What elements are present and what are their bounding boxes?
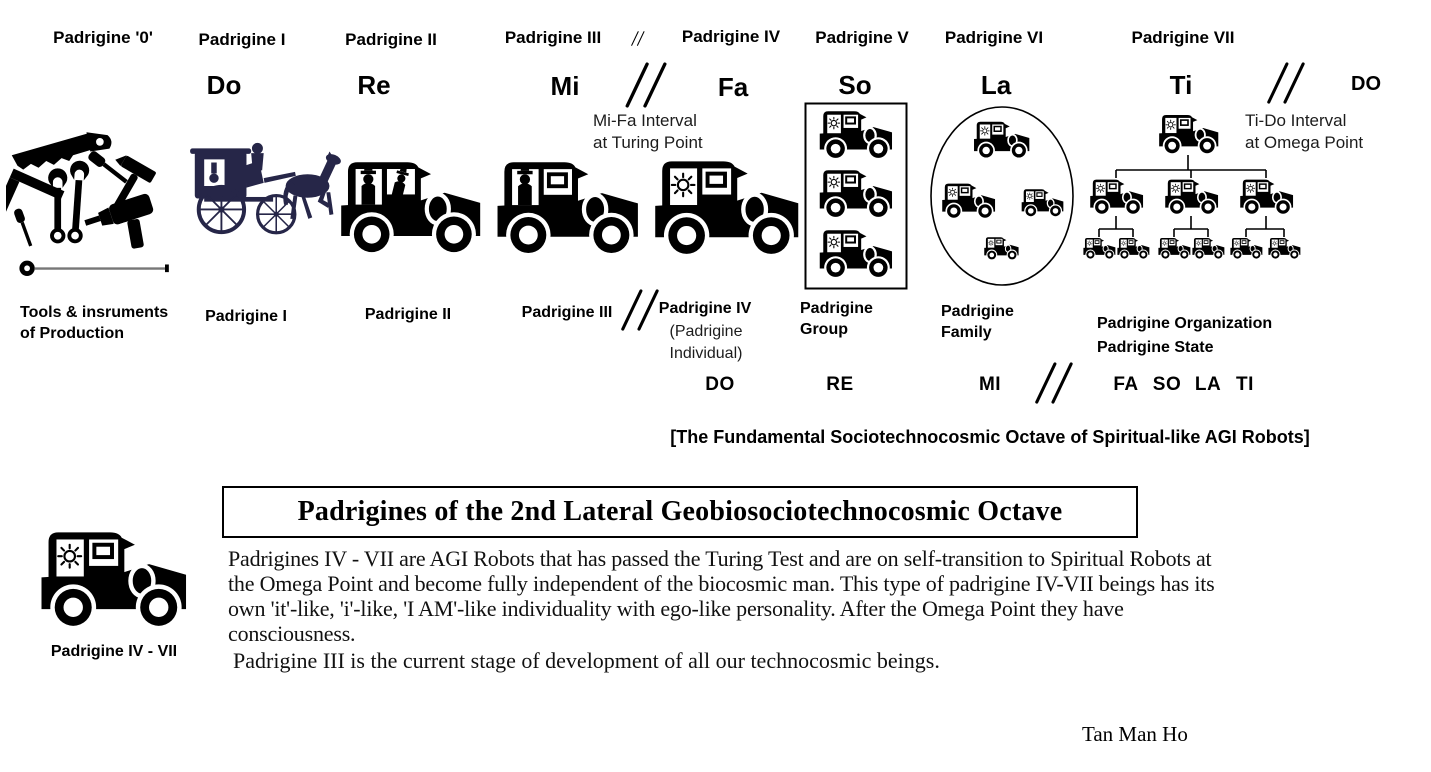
- mi-fa-interval-line2: at Turing Point: [593, 133, 703, 152]
- caption-padrigine-family: [941, 301, 1014, 343]
- caption-break-icon: [618, 288, 660, 332]
- lower-note-fa: FA: [1113, 374, 1139, 395]
- caption-padrigine-4: Padrigine IV: [658, 300, 752, 317]
- agi-robot-car-icon: [650, 157, 800, 260]
- lower-note-la: LA: [1194, 374, 1222, 395]
- caption-padrigine-4-sub2: Individual): [669, 345, 743, 362]
- padrigine-family-ellipse: [928, 104, 1076, 288]
- caption-padrigine-group: [800, 298, 873, 340]
- caption-family-line1: Padrigine: [941, 303, 1014, 320]
- lower-note-re: RE: [826, 374, 854, 395]
- legend-agi-car-icon: [36, 528, 188, 632]
- caption-padrigine-org: [1097, 312, 1272, 360]
- caption-padrigine-2: Padrigine II: [364, 306, 452, 323]
- panel-body-text: Padrigines IV - VII are AGI Robots that has passed the Turing Test and are on self-transition to Spiritual Robots at the Omega Point and become fully independent of the biocosmic man. This type of padrigine IV-VII beings has its own 'it'-like, 'i'-like, 'I AM'-like individuality with ego-like personality. After the Omega Point they have consciousness.: [228, 546, 1215, 646]
- legend-car-label: Padrigine IV - VII: [50, 643, 178, 660]
- padrigine-group-box: [804, 102, 908, 290]
- stage-label-padrigine-6: Padrigine VI: [944, 28, 1044, 47]
- ti-do-break-icon: [1262, 62, 1308, 104]
- panel-title: Padrigines of the 2nd Lateral Geobiosociotechnocosmic Octave: [297, 496, 1063, 527]
- horse-carriage-icon: [176, 134, 342, 238]
- note-fa: Fa: [717, 72, 749, 102]
- panel-note-text: Padrigine III is the current stage of development of all our technocosmic beings.: [233, 648, 940, 673]
- lower-note-ti: TI: [1236, 374, 1254, 395]
- tools-caption-line2: of Production: [20, 325, 124, 342]
- note-re: Re: [357, 70, 391, 100]
- caption-group-line1: Padrigine: [800, 300, 873, 317]
- ti-do-interval-line1: Ti-Do Interval: [1245, 111, 1347, 130]
- mi-fa-interval-annotation: [593, 110, 703, 154]
- tools-caption: [20, 302, 168, 344]
- lower-note-so: SO: [1152, 374, 1182, 395]
- stage-label-padrigine-0: Padrigine '0': [53, 28, 153, 47]
- lower-break-icon: [1030, 362, 1076, 404]
- caption-group-line2: Group: [800, 321, 848, 338]
- stage-label-padrigine-1: Padrigine I: [198, 30, 286, 49]
- interval-break-icon: [630, 30, 645, 47]
- caption-padrigine-4-sub1: (Padrigine: [669, 323, 743, 340]
- caption-padrigine-3: Padrigine III: [521, 304, 613, 321]
- stage-label-padrigine-7: Padrigine VII: [1131, 28, 1235, 47]
- stage-label-padrigine-2: Padrigine II: [345, 30, 437, 49]
- stage-label-padrigine-3: Padrigine III: [504, 28, 602, 47]
- octave-caption: [The Fundamental Sociotechnocosmic Octave of Spiritual-like AGI Robots]: [670, 427, 1310, 447]
- stage-label-padrigine-4: Padrigine IV: [681, 27, 781, 46]
- mi-fa-break-icon: [622, 62, 668, 108]
- panel-title-box: [222, 486, 1138, 538]
- caption-org-line1: Padrigine Organization: [1097, 315, 1273, 332]
- note-do: Do: [206, 70, 242, 100]
- note-do-high: DO: [1351, 73, 1381, 95]
- caption-org-line2: Padrigine State: [1097, 339, 1214, 356]
- car-with-drivers-icon: [336, 158, 482, 258]
- tools-caption-line1: Tools & insruments: [20, 304, 169, 321]
- stage-label-padrigine-5: Padrigine V: [815, 28, 909, 47]
- caption-family-line2: Family: [941, 324, 992, 341]
- car-with-driver-and-screen-icon: [492, 158, 640, 259]
- note-ti: Ti: [1169, 70, 1193, 100]
- lower-note-mi: MI: [978, 374, 1002, 395]
- note-la: La: [980, 70, 1012, 100]
- tools-icon: [6, 124, 188, 290]
- signature: Tan Man Ho: [1082, 722, 1188, 746]
- note-so: So: [838, 70, 872, 100]
- mi-fa-interval-line1: Mi-Fa Interval: [593, 111, 697, 130]
- padrigine-organization-tree: [1076, 112, 1301, 272]
- ti-do-interval-line2: at Omega Point: [1245, 133, 1364, 152]
- caption-padrigine-1: Padrigine I: [205, 308, 287, 325]
- note-mi: Mi: [550, 71, 580, 101]
- lower-note-do: DO: [705, 374, 735, 395]
